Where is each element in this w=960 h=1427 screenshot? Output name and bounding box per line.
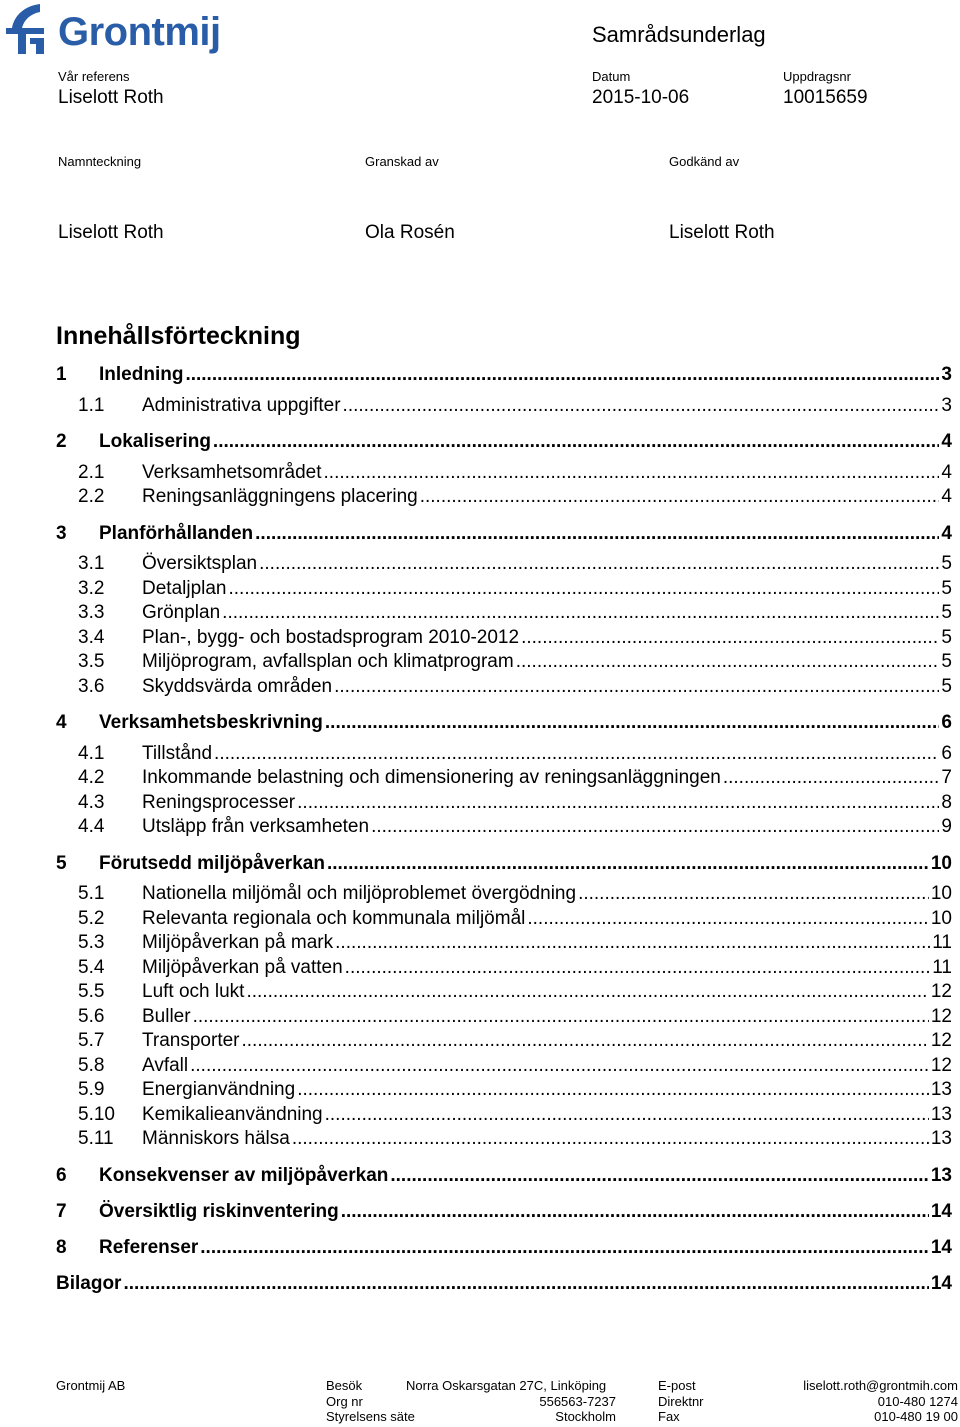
toc-entry-label: Tillstånd [142,743,213,764]
toc-entry-page: 11 [932,932,952,953]
toc-entry-label: Grönplan [142,602,221,623]
toc-entry[interactable] [56,462,952,486]
reviewed-label: Granskad av [365,154,439,169]
toc-entry-number: 5.3 [78,932,105,953]
toc-entry[interactable] [56,486,952,510]
toc-entry-label: Referenser [99,1237,199,1258]
toc-entry-label: Buller [142,1006,191,1027]
toc-entry-label: Miljöprogram, avfallsplan och klimatprogram [142,651,514,672]
toc-entry-label: Miljöpåverkan på mark [142,932,334,953]
footer-fax-label: Fax [658,1409,680,1424]
toc-entry-number: 4.3 [78,792,105,813]
toc-entry-label: Utsläpp från verksamheten [142,816,370,837]
leader-dots [390,1165,928,1187]
toc-entry-page: 12 [930,981,952,1002]
toc-entry[interactable] [56,1273,952,1297]
leader-dots [246,981,928,1003]
toc-entry-page: 13 [930,1165,952,1186]
leader-dots [325,1104,929,1126]
toc-entry-number: 5.11 [78,1128,114,1149]
toc-entry-number: 3.3 [78,602,105,623]
toc-entry-label: Konsekvenser av miljöpåverkan [99,1165,389,1186]
toc-entry-number: 5 [56,853,67,874]
toc-entry-page: 6 [941,712,952,733]
date-label: Datum [592,69,631,84]
toc-entry-number: 2.1 [78,462,105,483]
toc-title: Innehållsförteckning [56,322,301,350]
toc-entry-number: 2.2 [78,486,105,507]
toc-entry-page: 5 [941,651,952,672]
toc-entry-page: 10 [930,883,952,904]
toc-entry-number: 5.7 [78,1030,105,1051]
toc-entry-number: 5.6 [78,1006,105,1027]
toc-entry-page: 5 [941,676,952,697]
leader-dots [297,792,939,814]
toc-entry-page: 7 [941,767,952,788]
leader-dots [123,1273,928,1295]
footer-fax-value: 010-480 19 00 [874,1409,958,1424]
toc-entry[interactable] [56,1201,952,1225]
toc-entry-label: Kemikalieanvändning [142,1104,323,1125]
toc-entry-label: Förutsedd miljöpåverkan [99,853,325,874]
leader-dots [723,767,940,789]
leader-dots [229,578,940,600]
reviewed-value: Ola Rosén [365,222,455,243]
toc-entry-number: 8 [56,1237,67,1258]
toc-entry-page: 6 [941,743,952,764]
toc-entry-label: Nationella miljömål och miljöproblemet övergödning [142,883,577,904]
toc-entry-page: 5 [941,578,952,599]
project-number-label: Uppdragsnr [783,69,851,84]
toc-entry-number: 3.1 [78,553,105,574]
footer-visit-label: Besök [326,1378,363,1393]
toc-entry-page: 13 [930,1104,952,1125]
toc-entry-label: Plan-, bygg- och bostadsprogram 2010-2012 [142,627,520,648]
toc-entry-page: 11 [932,957,952,978]
company-logo [4,2,221,56]
toc-entry-page: 13 [930,1079,952,1100]
footer-seat-value: Stockholm [555,1409,616,1424]
toc-entry[interactable] [56,1165,952,1189]
toc-entry-number: 7 [56,1201,67,1222]
leader-dots [214,743,939,765]
toc-entry[interactable] [56,767,952,791]
signature-label: Namnteckning [58,154,142,169]
toc-entry-label: Inledning [99,364,184,385]
toc-entry-label: Inkommande belastning och dimensionering av reningsanläggningen [142,767,721,788]
grontmij-logo-icon [4,2,54,56]
toc-entry-label: Relevanta regionala och kommunala miljömål [142,908,526,929]
leader-dots [521,627,939,649]
toc-entry[interactable] [56,908,952,932]
toc-entry-page: 8 [941,792,952,813]
toc-entry[interactable] [56,395,952,419]
toc-entry-label: Administrativa uppgifter [142,395,341,416]
leader-dots [222,602,939,624]
leader-dots [334,676,939,698]
toc-entry-label: Reningsanläggningens placering [142,486,418,507]
toc-entry[interactable] [56,602,952,626]
project-number-value: 10015659 [783,87,868,108]
toc-entry-number: 6 [56,1165,67,1186]
leader-dots [242,1030,929,1052]
leader-dots [325,712,940,734]
toc-entry-number: 1.1 [78,395,105,416]
toc-entry-page: 5 [941,627,952,648]
toc-entry[interactable] [56,627,952,651]
toc-entry[interactable] [56,883,952,907]
footer-org-label: Org nr [326,1394,363,1409]
leader-dots [335,932,930,954]
toc-entry-page: 13 [930,1128,952,1149]
reference-value: Liselott Roth [58,87,164,108]
toc-entry[interactable] [56,676,952,700]
toc-entry-page: 10 [930,908,952,929]
toc-entry-number: 3 [56,523,67,544]
toc-entry-label: Översiktlig riskinventering [99,1201,339,1222]
toc-entry-number: 4.1 [78,743,105,764]
toc-entry[interactable] [56,1055,952,1079]
leader-dots [190,1055,929,1077]
toc-entry-page: 12 [930,1055,952,1076]
company-name: Grontmij [58,10,221,54]
toc-entry[interactable] [56,1030,952,1054]
toc-entry-label: Luft och lukt [142,981,245,1002]
toc-entry-number: 5.8 [78,1055,105,1076]
toc-entry-label: Verksamhetsområdet [142,462,322,483]
toc-entry-number: 5.9 [78,1079,105,1100]
toc-entry-label: Lokalisering [99,431,211,452]
toc-entry-number: 5.5 [78,981,105,1002]
toc-entry[interactable] [56,932,952,956]
toc-entry-number: 4.2 [78,767,105,788]
leader-dots [420,486,940,508]
toc-entry-number: 4.4 [78,816,105,837]
leader-dots [259,553,939,575]
toc-entry-number: 2 [56,431,67,452]
leader-dots [345,957,931,979]
leader-dots [371,816,939,838]
reference-label: Vår referens [58,69,130,84]
document-type: Samrådsunderlag [592,22,766,47]
toc-entry-page: 12 [930,1030,952,1051]
toc-entry[interactable] [56,364,952,388]
footer-direct-value: 010-480 1274 [877,1394,958,1409]
toc-entry[interactable] [56,743,952,767]
toc-entry[interactable] [56,957,952,981]
toc-entry[interactable] [56,1128,952,1152]
toc-entry-label: Skyddsvärda områden [142,676,333,697]
toc-entry-number: 4 [56,712,67,733]
leader-dots [578,883,929,905]
toc-entry-page: 4 [941,462,952,483]
toc-entry-label: Avfall [142,1055,189,1076]
toc-entry-number: 5.4 [78,957,105,978]
toc-entry-number: 3.5 [78,651,105,672]
footer-email-label: E-post [658,1378,696,1393]
leader-dots [213,431,940,453]
leader-dots [200,1237,929,1259]
leader-dots [297,1079,929,1101]
toc-entry-page: 4 [941,486,952,507]
toc-entry[interactable] [56,1006,952,1030]
toc-entry-page: 5 [941,602,952,623]
toc-entry[interactable] [56,792,952,816]
toc-entry-page: 14 [930,1237,952,1258]
toc-entry-label: Reningsprocesser [142,792,296,813]
footer-direct-label: Direktnr [658,1394,704,1409]
footer-visit-value: Norra Oskarsgatan 27C, Linköping [406,1378,607,1393]
toc-entry-label: Miljöpåverkan på vatten [142,957,343,978]
toc-entry-label: Detaljplan [142,578,227,599]
signature-value: Liselott Roth [58,222,164,243]
leader-dots [185,364,939,386]
toc-entry-page: 12 [930,1006,952,1027]
approved-label: Godkänd av [669,154,740,169]
toc-entry-number: 3.2 [78,578,105,599]
footer-email-value[interactable]: liselott.roth@grontmih.com [803,1378,958,1393]
toc-entry-page: 3 [941,395,952,416]
toc-entry-page: 14 [930,1273,952,1294]
toc-entry[interactable] [56,1237,952,1261]
approved-value: Liselott Roth [669,222,775,243]
toc-entry-page: 9 [941,816,952,837]
footer-company: Grontmij AB [56,1378,126,1393]
toc-entry[interactable] [56,553,952,577]
date-value: 2015-10-06 [592,87,690,108]
toc-entry-page: 10 [930,853,952,874]
leader-dots [255,523,939,545]
leader-dots [327,853,929,875]
toc-entry[interactable] [56,816,952,840]
toc-entry-label: Verksamhetsbeskrivning [99,712,323,733]
toc-entry[interactable] [56,1104,952,1128]
leader-dots [324,462,940,484]
footer-org-value: 556563-7237 [539,1394,616,1409]
toc-entry-number: 3.6 [78,676,105,697]
leader-dots [193,1006,929,1028]
toc-entry-label: Energianvändning [142,1079,296,1100]
toc-entry[interactable] [56,651,952,675]
leader-dots [516,651,940,673]
toc-entry[interactable] [56,712,952,736]
toc-entry[interactable] [56,523,952,547]
toc-entry-page: 4 [941,431,952,452]
toc-entry-label: Människors hälsa [142,1128,290,1149]
toc-entry-page: 4 [941,523,952,544]
toc-entry-label: Bilagor [56,1273,122,1294]
toc-entry-number: 5.2 [78,908,105,929]
leader-dots [341,1201,929,1223]
leader-dots [343,395,940,417]
toc-entry-label: Transporter [142,1030,240,1051]
leader-dots [292,1128,929,1150]
toc-entry-page: 14 [930,1201,952,1222]
toc-entry-label: Planförhållanden [99,523,254,544]
toc-entry[interactable] [56,853,952,877]
toc-entry[interactable] [56,431,952,455]
toc-entry[interactable] [56,981,952,1005]
toc-entry-number: 5.10 [78,1104,115,1125]
toc-entry-page: 3 [941,364,952,385]
toc-entry-number: 3.4 [78,627,105,648]
toc-entry-page: 5 [941,553,952,574]
footer-seat-label: Styrelsens säte [326,1409,415,1424]
toc-entry[interactable] [56,578,952,602]
toc-entry[interactable] [56,1079,952,1103]
toc-entry-number: 5.1 [78,883,105,904]
toc-entry-label: Översiktsplan [142,553,258,574]
toc-entry-number: 1 [56,364,67,385]
leader-dots [527,908,929,930]
